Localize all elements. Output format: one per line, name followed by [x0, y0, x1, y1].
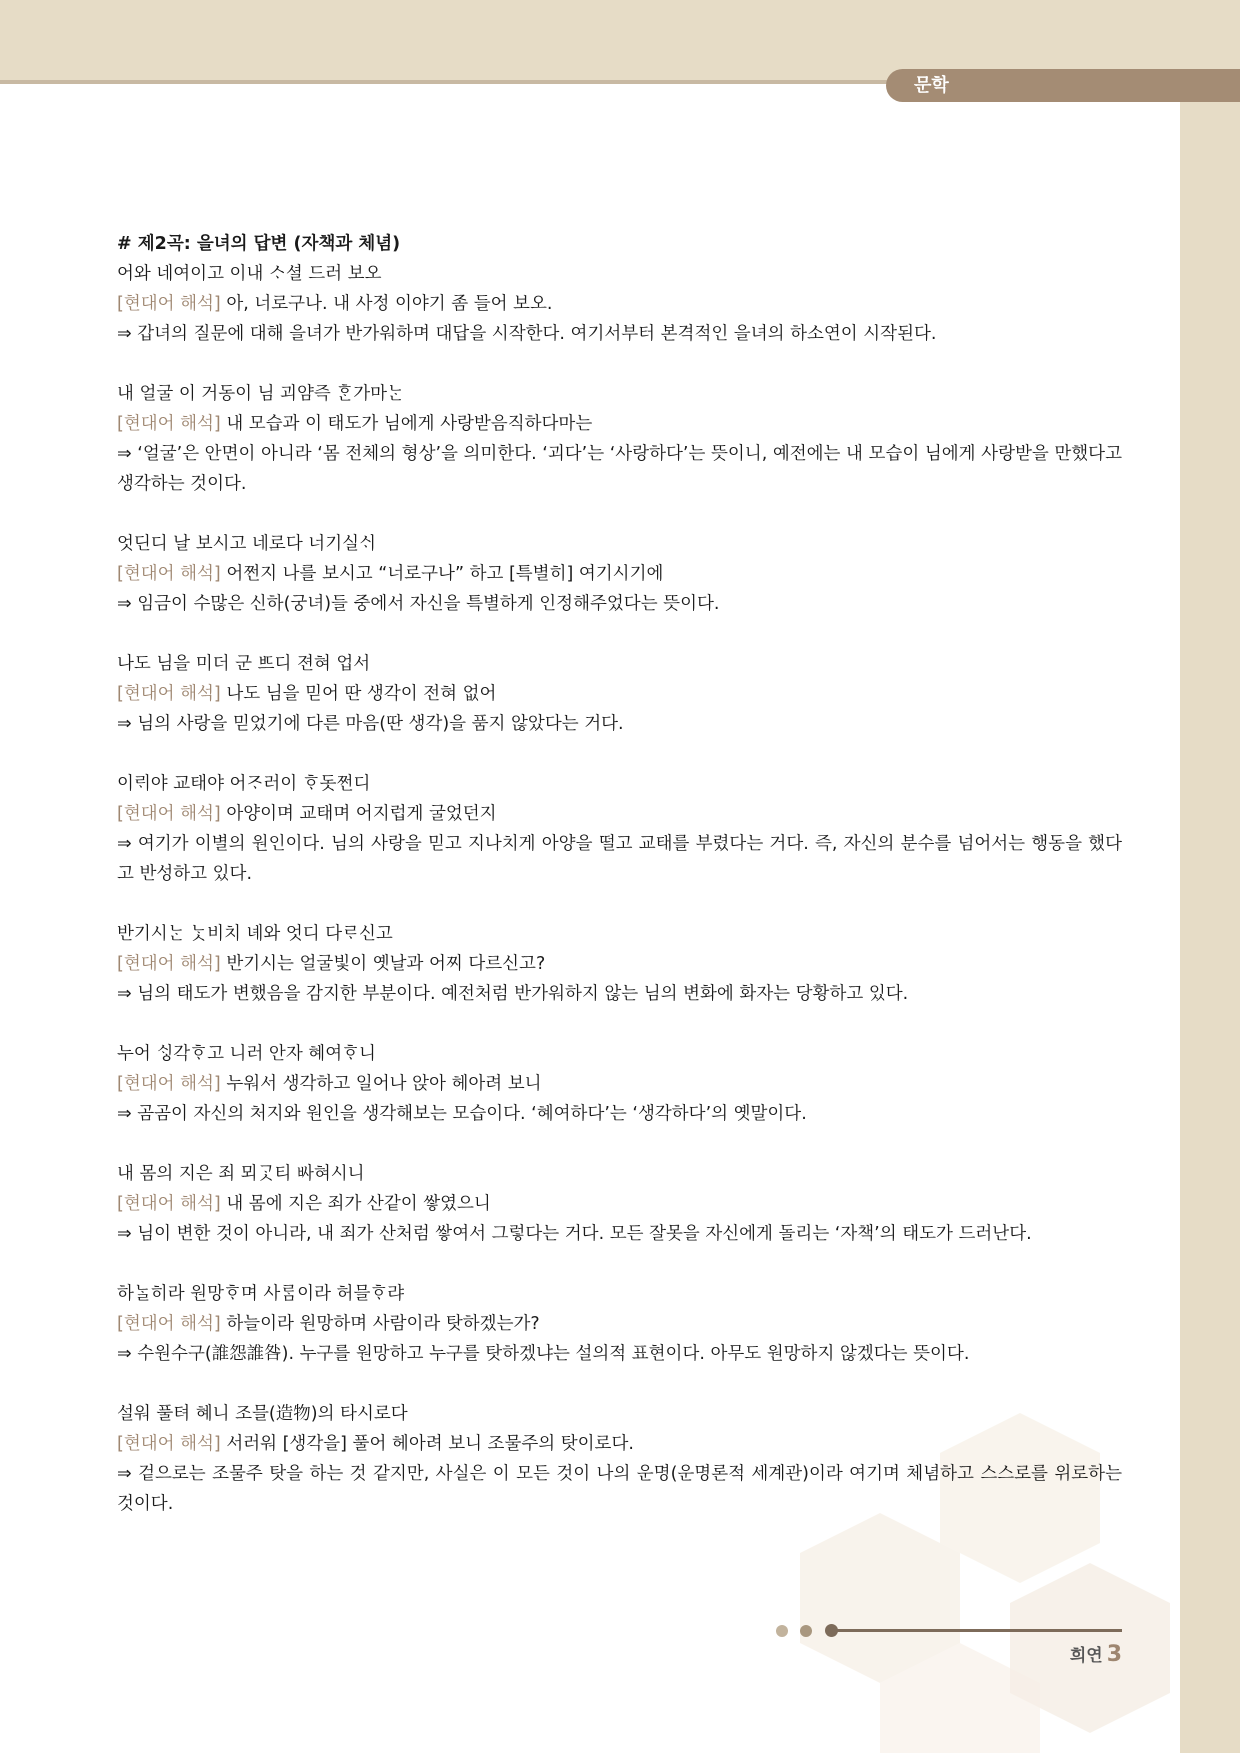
translation-label: [현대어 해석] — [117, 1074, 221, 1094]
section-heading: # 제2곡: 을녀의 답변 (자책과 체념) — [117, 234, 401, 254]
explanation: ⇒ 수원수구(誰怨誰咎). 누구를 원망하고 누구를 탓하겠냐는 설의적 표현이다. 아무도 원망하지 않겠다는 뜻이다. — [117, 1344, 970, 1364]
footer-dot — [800, 1625, 812, 1637]
original-verse: 누어 ᄉᆡᇰ각ᄒᆞ고 니러 안자 혜여ᄒᆞ니 — [117, 1044, 376, 1064]
original-verse: 이ᄅᆡ야 교태야 어ᄌᆞ러이 ᄒᆞ돗쩐디 — [117, 774, 371, 794]
stanza — [117, 1159, 1122, 1249]
translation-label: [현대어 해석] — [117, 564, 221, 584]
stanza — [117, 529, 1122, 619]
explanation: ⇒ 여기가 이별의 원인이다. 님의 사랑을 믿고 지나치게 아양을 떨고 교태를 부렸다는 거다. 즉, 자신의 분수를 넘어서는 행동을 했다고 반성하고 있다. — [117, 834, 1122, 884]
stanza — [117, 1039, 1122, 1129]
translation-text: 내 모습과 이 태도가 님에게 사랑받음직하다마는 — [226, 414, 593, 434]
main-content — [117, 229, 1122, 1549]
original-verse: 나도 님을 미더 군 ᄠᅳ디 젼혀 업서 — [117, 654, 371, 674]
side-band — [1180, 82, 1240, 1753]
translation-label: [현대어 해석] — [117, 414, 221, 434]
footer-dot — [776, 1625, 788, 1637]
stanza — [117, 1399, 1122, 1519]
modern-translation — [117, 799, 1122, 829]
original-verse: 엇딘디 날 보시고 네로다 너기실ᄉᆡ — [117, 534, 376, 554]
page-footer — [1070, 1641, 1122, 1667]
modern-translation — [117, 1069, 1122, 1099]
footer-label: 희연 — [1069, 1646, 1103, 1666]
explanation: ⇒ 임금이 수많은 신하(궁녀)들 중에서 자신을 특별하게 인정해주었다는 뜻이다. — [117, 594, 720, 614]
modern-translation — [117, 409, 1122, 439]
translation-text: 서러워 [생각을] 풀어 헤아려 보니 조물주의 탓이로다. — [226, 1434, 634, 1454]
stanza — [117, 1279, 1122, 1369]
translation-label: [현대어 해석] — [117, 804, 221, 824]
translation-text: 아, 너로구나. 내 사정 이야기 좀 들어 보오. — [226, 294, 553, 314]
modern-translation — [117, 559, 1122, 589]
modern-translation — [117, 1429, 1122, 1459]
stanza — [117, 649, 1122, 739]
category-tab: 문학 — [886, 69, 1240, 102]
translation-text: 하늘이라 원망하며 사람이라 탓하겠는가? — [226, 1314, 540, 1334]
translation-label: [현대어 해석] — [117, 294, 221, 314]
translation-label: [현대어 해석] — [117, 1434, 221, 1454]
explanation: ⇒ 갑녀의 질문에 대해 을녀가 반가워하며 대답을 시작한다. 여기서부터 본격적인 을녀의 하소연이 시작된다. — [117, 324, 937, 344]
modern-translation — [117, 679, 1122, 709]
explanation: ⇒ 님이 변한 것이 아니라, 내 죄가 산처럼 쌓여서 그렇다는 거다. 모든 잘못을 자신에게 돌리는 ‘자책’의 태도가 드러난다. — [117, 1224, 1032, 1244]
translation-label: [현대어 해석] — [117, 1314, 221, 1334]
explanation: ⇒ ‘얼굴’은 안면이 아니라 ‘몸 전체의 형상’을 의미한다. ‘괴다’는 ‘사랑하다’는 뜻이니, 예전에는 내 모습이 님에게 사랑받을 만했다고 생각하는 것이다. — [117, 444, 1122, 494]
stanza — [117, 259, 1122, 349]
stanza — [117, 379, 1122, 499]
stanza — [117, 919, 1122, 1009]
original-verse: 설워 풀텨 혜니 조믈(造物)의 타시로다 — [117, 1404, 408, 1424]
translation-text: 나도 님을 믿어 딴 생각이 전혀 없어 — [226, 684, 497, 704]
explanation: ⇒ 곰곰이 자신의 처지와 원인을 생각해보는 모습이다. ‘혜여하다’는 ‘생각하다’의 옛말이다. — [117, 1104, 807, 1124]
stanza — [117, 769, 1122, 889]
translation-text: 내 몸에 지은 죄가 산같이 쌓였으니 — [226, 1194, 491, 1214]
translation-label: [현대어 해석] — [117, 684, 221, 704]
footer-decoration — [776, 1622, 1122, 1640]
translation-text: 누워서 생각하고 일어나 앉아 헤아려 보니 — [226, 1074, 542, 1094]
translation-text: 어쩐지 나를 보시고 “너로구나” 하고 [특별히] 여기시기에 — [226, 564, 664, 584]
stanza-list — [117, 259, 1122, 1519]
original-verse: 하ᄂᆞᆯ히라 원망ᄒᆞ며 사ᄅᆞᆷ이라 허믈ᄒᆞ랴 — [117, 1284, 405, 1304]
original-verse: 내 몸의 지은 죄 뫼ᄀᆞᆺ티 ᄡᅡ혀시니 — [117, 1164, 365, 1184]
original-verse: 반기시ᄂᆞᆫ ᄂᆞᆺ비치 녜와 엇디 다ᄅᆞ신고 — [117, 924, 393, 944]
page-number: 3 — [1106, 1642, 1122, 1667]
modern-translation — [117, 1189, 1122, 1219]
header-divider — [0, 80, 900, 84]
translation-text: 반기시는 얼굴빛이 옛날과 어찌 다르신고? — [226, 954, 546, 974]
translation-label: [현대어 해석] — [117, 954, 221, 974]
explanation: ⇒ 님의 태도가 변했음을 감지한 부분이다. 예전처럼 반가워하지 않는 님의 변화에 화자는 당황하고 있다. — [117, 984, 909, 1004]
explanation: ⇒ 님의 사랑을 믿었기에 다른 마음(딴 생각)을 품지 않았다는 거다. — [117, 714, 624, 734]
footer-line — [836, 1629, 1122, 1632]
translation-text: 아양이며 교태며 어지럽게 굴었던지 — [226, 804, 497, 824]
modern-translation — [117, 1309, 1122, 1339]
explanation: ⇒ 겉으로는 조물주 탓을 하는 것 같지만, 사실은 이 모든 것이 나의 운명(운명론적 세계관)이라 여기며 체념하고 스스로를 위로하는 것이다. — [117, 1464, 1122, 1514]
translation-label: [현대어 해석] — [117, 1194, 221, 1214]
original-verse: 내 얼굴 이 거동이 님 괴얌즉 ᄒᆞᆫ가마ᄂᆞᆫ — [117, 384, 404, 404]
original-verse: 어와 네여이고 이내 ᄉᆞ셜 드러 보오 — [117, 264, 382, 284]
modern-translation — [117, 289, 1122, 319]
modern-translation — [117, 949, 1122, 979]
